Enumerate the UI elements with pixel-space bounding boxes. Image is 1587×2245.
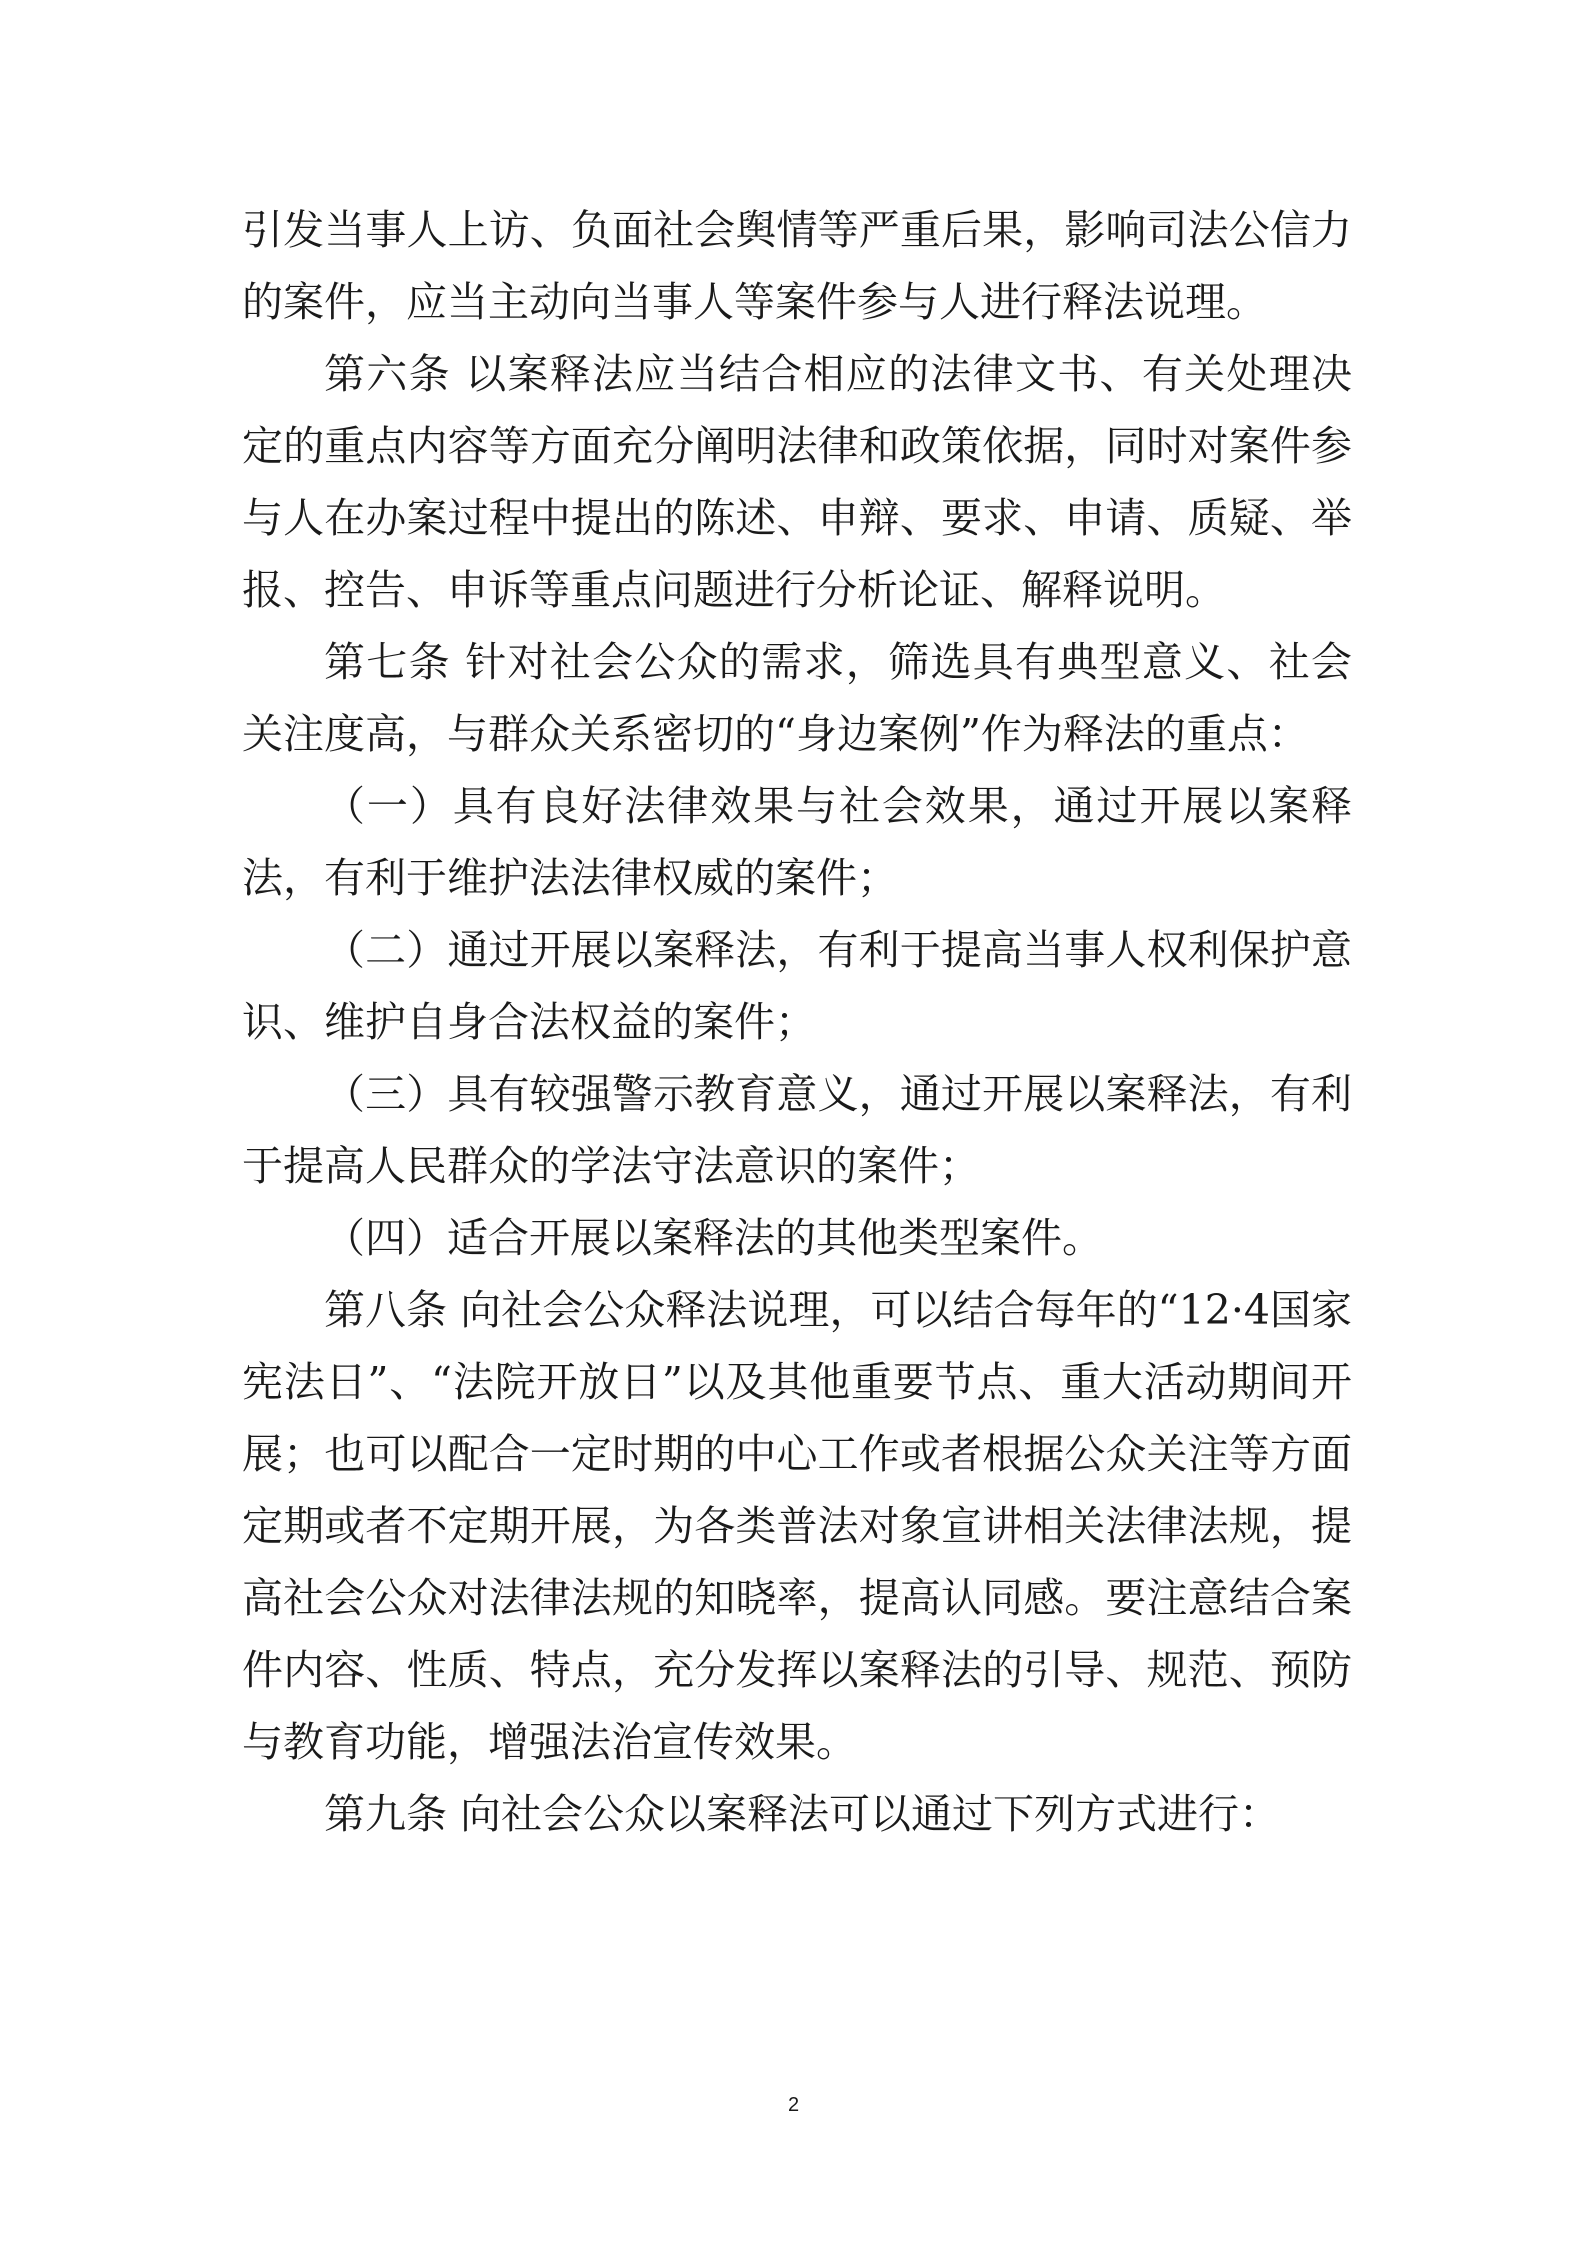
page-number: 2 xyxy=(787,2094,800,2116)
document-body xyxy=(242,194,1352,1850)
paragraph-item-4: （四）适合开展以案释法的其他类型案件。 xyxy=(324,1214,1103,1262)
paragraph-item-3: （三）具有较强警示教育意义，通过开展以案释法，有利于提高人民群众的学法守法意识的案件； xyxy=(242,1070,1352,1190)
paragraph-article-6: 第六条 以案释法应当结合相应的法律文书、有关处理决定的重点内容等方面充分阐明法律和政策依据，同时对案件参与人在办案过程中提出的陈述、申辩、要求、申请、质疑、举报、控告、申诉等重点问题进行分析论证、解释说明。 xyxy=(242,350,1352,614)
paragraph-article-7: 第七条 针对社会公众的需求，筛选具有典型意义、社会关注度高，与群众关系密切的“身边案例”作为释法的重点： xyxy=(242,638,1352,758)
paragraph-item-2: （二）通过开展以案释法，有利于提高当事人权利保护意识、维护自身合法权益的案件； xyxy=(242,926,1352,1046)
paragraph-continuation: 引发当事人上访、负面社会舆情等严重后果，影响司法公信力的案件，应当主动向当事人等案件参与人进行释法说理。 xyxy=(242,206,1352,326)
paragraph-article-8: 第八条 向社会公众释法说理，可以结合每年的“12·4国家宪法日”、“法院开放日”以及其他重要节点、重大活动期间开展；也可以配合一定时期的中心工作或者根据公众关注等方面定期或者不定期开展，为各类普法对象宣讲相关法律法规，提高社会公众对法律法规的知晓率，提高认同感。要注意结合案件内容、性质、特点，充分发挥以案释法的引导、规范、预防与教育功能，增强法治宣传效果。 xyxy=(242,1286,1352,1766)
paragraph-item-1: （一）具有良好法律效果与社会效果，通过开展以案释法，有利于维护法法律权威的案件； xyxy=(242,782,1352,902)
paragraph-article-9: 第九条 向社会公众以案释法可以通过下列方式进行： xyxy=(324,1790,1281,1838)
